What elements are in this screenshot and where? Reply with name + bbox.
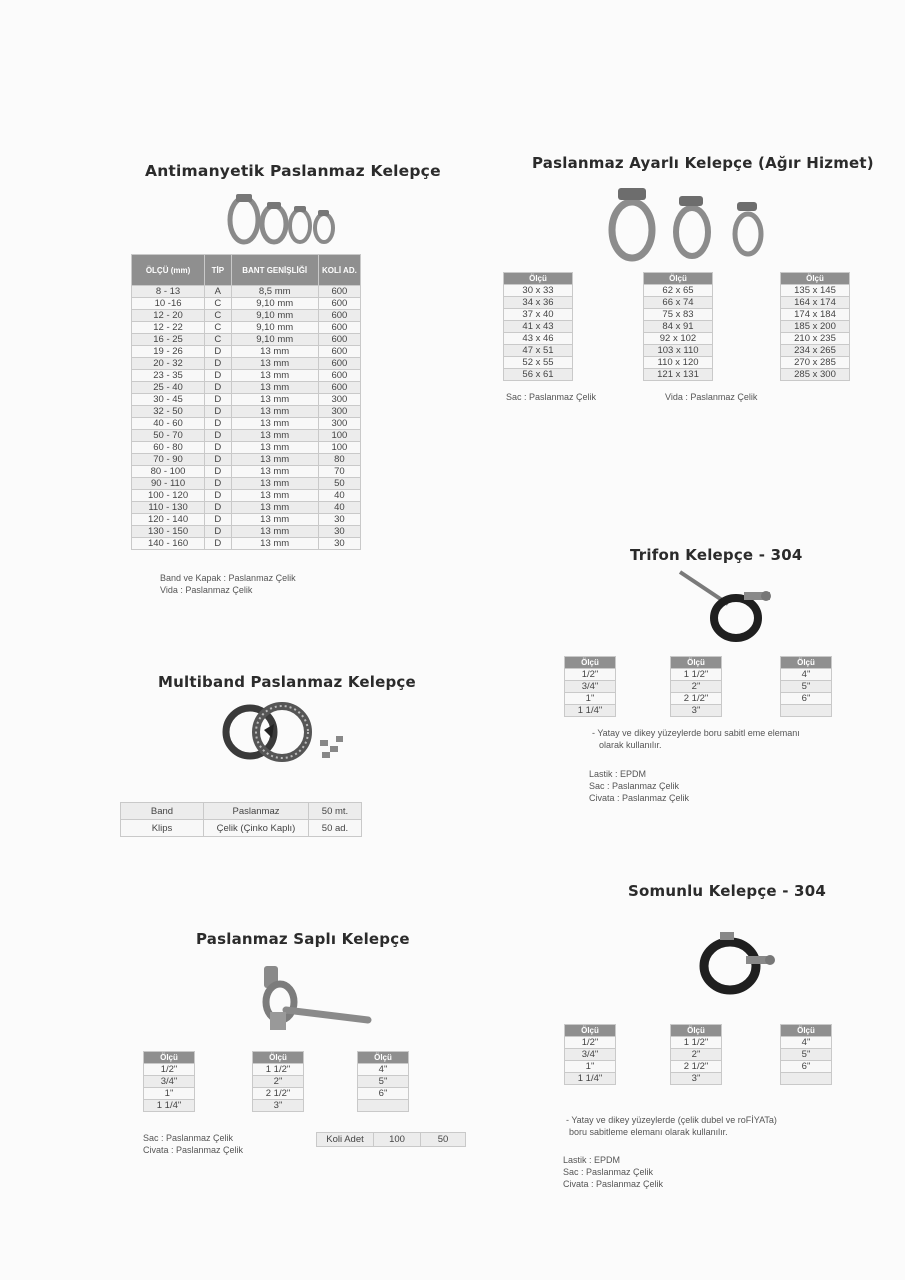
multiband-table: [120, 802, 362, 837]
table-cell: D: [205, 406, 231, 418]
somunlu-note-3: Civata : Paslanmaz Çelik: [563, 1179, 664, 1189]
header-bant: BANT GENİŞLİĞİ: [231, 255, 318, 286]
antimanyetik-note-2: Vida : Paslanmaz Çelik: [160, 585, 253, 595]
size-cell: 1 1/2": [671, 669, 722, 681]
table-cell: 130 - 150: [132, 526, 205, 538]
table-row: [565, 681, 616, 693]
size-cell: 2 1/2": [253, 1088, 304, 1100]
table-row: [644, 297, 713, 309]
table-row: [781, 681, 832, 693]
size-cell: 37 x 40: [504, 309, 573, 321]
trifon-table-1: [564, 656, 616, 717]
table-cell: 600: [318, 370, 360, 382]
table-cell: 16 - 25: [132, 334, 205, 346]
table-cell: 600: [318, 334, 360, 346]
table-cell: 10 -16: [132, 298, 205, 310]
table-row: [504, 321, 573, 333]
size-cell: 3": [671, 1073, 722, 1085]
table-row: [565, 669, 616, 681]
table-row: [504, 333, 573, 345]
size-cell: 4": [781, 1037, 832, 1049]
ayarli-table-3: [780, 272, 850, 381]
table-cell: 300: [318, 418, 360, 430]
table-row: [253, 1100, 304, 1112]
table-row: [132, 322, 361, 334]
size-cell: 2 1/2": [671, 1061, 722, 1073]
column-header-olcu: Ölçü: [671, 1025, 722, 1037]
somunlu-clamp-image: [684, 928, 784, 998]
table-cell: D: [205, 478, 231, 490]
table-cell: 25 - 40: [132, 382, 205, 394]
table-row: [504, 309, 573, 321]
sapli-table-2: [252, 1051, 304, 1112]
size-cell: 3": [671, 705, 722, 717]
table-row: [132, 466, 361, 478]
multiband-r1-c3: 50 mt.: [309, 803, 362, 820]
trifon-table-2: [670, 656, 722, 717]
table-row: [565, 705, 616, 717]
size-cell: 1 1/4": [565, 1073, 616, 1085]
size-cell: 56 x 61: [504, 369, 573, 381]
size-cell: 285 x 300: [781, 369, 850, 381]
table-cell: 600: [318, 310, 360, 322]
table-row: [781, 345, 850, 357]
size-cell: 1/2": [565, 669, 616, 681]
table-row: [671, 705, 722, 717]
size-cell: 234 x 265: [781, 345, 850, 357]
table-row: [132, 418, 361, 430]
size-cell: 6": [358, 1088, 409, 1100]
table-cell: D: [205, 394, 231, 406]
table-cell: 12 - 22: [132, 322, 205, 334]
table-row: [781, 297, 850, 309]
table-cell: D: [205, 454, 231, 466]
table-cell: C: [205, 322, 231, 334]
antimanyetik-table: [131, 254, 361, 550]
table-row: [565, 693, 616, 705]
table-cell: 600: [318, 358, 360, 370]
table-row: [565, 1049, 616, 1061]
multiband-r2-c2: Çelik (Çinko Kaplı): [204, 820, 309, 837]
table-row: [253, 1076, 304, 1088]
size-cell: 1 1/2": [671, 1037, 722, 1049]
column-header-olcu: Ölçü: [644, 273, 713, 285]
table-row: [132, 334, 361, 346]
table-cell: 8 - 13: [132, 286, 205, 298]
table-cell: 90 - 110: [132, 478, 205, 490]
size-cell: 3/4": [144, 1076, 195, 1088]
ayarli-table-1: [503, 272, 573, 381]
koli-label: Koli Adet: [317, 1133, 374, 1147]
header-koli: KOLİ AD.: [318, 255, 360, 286]
table-cell: 600: [318, 322, 360, 334]
table-row: [565, 1061, 616, 1073]
table-cell: 100: [318, 442, 360, 454]
somunlu-table-1: [564, 1024, 616, 1085]
table-cell: D: [205, 526, 231, 538]
trifon-note-2: Sac : Paslanmaz Çelik: [589, 781, 680, 791]
somunlu-title: Somunlu Kelepçe - 304: [628, 882, 826, 900]
table-cell: 13 mm: [231, 490, 318, 502]
trifon-desc-1: - Yatay ve dikey yüzeylerde boru sabitl eme elemanı: [592, 728, 800, 738]
table-row: [358, 1064, 409, 1076]
size-cell: 2": [253, 1076, 304, 1088]
table-cell: 32 - 50: [132, 406, 205, 418]
size-cell: 34 x 36: [504, 297, 573, 309]
antimanyetik-title: Antimanyetik Paslanmaz Kelepçe: [145, 162, 441, 180]
table-row: [132, 442, 361, 454]
table-row: [781, 1049, 832, 1061]
multiband-r2-c1: Klips: [121, 820, 204, 837]
sapli-note-1: Sac : Paslanmaz Çelik: [143, 1133, 234, 1143]
size-cell: 3/4": [565, 1049, 616, 1061]
table-row: [132, 382, 361, 394]
table-cell: 110 - 130: [132, 502, 205, 514]
table-row: [671, 1061, 722, 1073]
multiband-title: Multiband Paslanmaz Kelepçe: [158, 673, 416, 691]
table-cell: 30: [318, 538, 360, 550]
table-cell: 600: [318, 382, 360, 394]
size-cell: 52 x 55: [504, 357, 573, 369]
table-row: [358, 1088, 409, 1100]
somunlu-desc-1: - Yatay ve dikey yüzeylerde (çelik dubel ve roFİYATa): [566, 1115, 777, 1125]
table-row: [132, 526, 361, 538]
trifon-note-3: Civata : Paslanmaz Çelik: [589, 793, 690, 803]
table-cell: 80: [318, 454, 360, 466]
table-row: [671, 669, 722, 681]
table-row: [644, 285, 713, 297]
table-cell: 70: [318, 466, 360, 478]
antimanyetik-note-1: Band ve Kapak : Paslanmaz Çelik: [160, 573, 296, 583]
table-cell: 13 mm: [231, 442, 318, 454]
table-row: [644, 357, 713, 369]
table-row: [253, 1088, 304, 1100]
table-cell: 50 - 70: [132, 430, 205, 442]
table-row: [781, 1061, 832, 1073]
size-cell: 110 x 120: [644, 357, 713, 369]
table-cell: D: [205, 346, 231, 358]
table-row: [132, 454, 361, 466]
table-row: [504, 369, 573, 381]
table-cell: D: [205, 538, 231, 550]
sapli-koli-table: [316, 1132, 466, 1147]
table-row: [132, 394, 361, 406]
size-cell: [358, 1100, 409, 1112]
size-cell: 2": [671, 681, 722, 693]
multiband-r1-c2: Paslanmaz: [204, 803, 309, 820]
table-cell: 13 mm: [231, 514, 318, 526]
table-row: [781, 705, 832, 717]
table-row: [504, 357, 573, 369]
table-row: [132, 430, 361, 442]
table-cell: 140 - 160: [132, 538, 205, 550]
table-row: [644, 369, 713, 381]
size-cell: 66 x 74: [644, 297, 713, 309]
table-cell: 13 mm: [231, 370, 318, 382]
size-cell: 47 x 51: [504, 345, 573, 357]
trifon-title: Trifon Kelepçe - 304: [630, 546, 803, 564]
table-cell: 30 - 45: [132, 394, 205, 406]
table-cell: 13 mm: [231, 394, 318, 406]
table-cell: 60 - 80: [132, 442, 205, 454]
multiband-image: [222, 700, 352, 770]
column-header-olcu: Ölçü: [504, 273, 573, 285]
column-header-olcu: Ölçü: [781, 1025, 832, 1037]
size-cell: 1 1/4": [565, 705, 616, 717]
header-olcu: ÖLÇÜ (mm): [132, 255, 205, 286]
size-cell: 6": [781, 693, 832, 705]
table-cell: C: [205, 310, 231, 322]
table-cell: 30: [318, 514, 360, 526]
table-row: [132, 502, 361, 514]
table-cell: 30: [318, 526, 360, 538]
table-row: [144, 1076, 195, 1088]
table-row: [504, 345, 573, 357]
size-cell: 5": [358, 1076, 409, 1088]
table-cell: D: [205, 442, 231, 454]
header-tip: TİP: [205, 255, 231, 286]
table-cell: 13 mm: [231, 382, 318, 394]
table-cell: 9,10 mm: [231, 322, 318, 334]
table-row: [644, 309, 713, 321]
table-row: [144, 1064, 195, 1076]
table-row: [358, 1076, 409, 1088]
size-cell: 3/4": [565, 681, 616, 693]
table-row: [644, 345, 713, 357]
size-cell: 1/2": [565, 1037, 616, 1049]
trifon-note-1: Lastik : EPDM: [589, 769, 647, 779]
koli-value-1: 100: [374, 1133, 421, 1147]
table-cell: 13 mm: [231, 454, 318, 466]
table-row: [781, 309, 850, 321]
table-cell: 300: [318, 394, 360, 406]
ayarli-note-1: Sac : Paslanmaz Çelik: [506, 392, 597, 402]
table-row: [504, 285, 573, 297]
table-cell: 9,10 mm: [231, 310, 318, 322]
size-cell: 30 x 33: [504, 285, 573, 297]
size-cell: 75 x 83: [644, 309, 713, 321]
table-cell: 600: [318, 346, 360, 358]
table-cell: 50: [318, 478, 360, 490]
size-cell: 43 x 46: [504, 333, 573, 345]
table-cell: C: [205, 298, 231, 310]
column-header-olcu: Ölçü: [565, 657, 616, 669]
size-cell: 6": [781, 1061, 832, 1073]
table-cell: D: [205, 370, 231, 382]
table-row: [504, 297, 573, 309]
table-cell: 300: [318, 406, 360, 418]
column-header-olcu: Ölçü: [565, 1025, 616, 1037]
trifon-clamp-image: [670, 566, 780, 648]
somunlu-desc-2: boru sabitleme elemanı olarak kullanılır.: [569, 1127, 728, 1137]
table-row: [781, 1037, 832, 1049]
size-cell: [781, 1073, 832, 1085]
sapli-clamp-image: [246, 962, 376, 1040]
somunlu-table-2: [670, 1024, 722, 1085]
size-cell: [781, 705, 832, 717]
table-row: [132, 370, 361, 382]
table-cell: 70 - 90: [132, 454, 205, 466]
ayarli-note-2: Vida : Paslanmaz Çelik: [665, 392, 758, 402]
table-cell: 100 - 120: [132, 490, 205, 502]
size-cell: 4": [358, 1064, 409, 1076]
table-cell: 9,10 mm: [231, 334, 318, 346]
somunlu-table-3: [780, 1024, 832, 1085]
table-row: [644, 321, 713, 333]
table-row: [132, 538, 361, 550]
table-row: [671, 1049, 722, 1061]
table-row: [144, 1088, 195, 1100]
column-header-olcu: Ölçü: [781, 273, 850, 285]
table-row: [132, 406, 361, 418]
table-row: [253, 1064, 304, 1076]
table-cell: 13 mm: [231, 406, 318, 418]
table-cell: 8,5 mm: [231, 286, 318, 298]
table-cell: 40: [318, 490, 360, 502]
size-cell: 92 x 102: [644, 333, 713, 345]
table-row: [781, 369, 850, 381]
table-cell: 40 - 60: [132, 418, 205, 430]
column-header-olcu: Ölçü: [781, 657, 832, 669]
table-cell: 600: [318, 286, 360, 298]
column-header-olcu: Ölçü: [144, 1052, 195, 1064]
size-cell: 2": [671, 1049, 722, 1061]
table-cell: 13 mm: [231, 466, 318, 478]
table-cell: 13 mm: [231, 526, 318, 538]
table-row: [781, 669, 832, 681]
table-cell: A: [205, 286, 231, 298]
table-cell: 13 mm: [231, 346, 318, 358]
size-cell: 84 x 91: [644, 321, 713, 333]
size-cell: 210 x 235: [781, 333, 850, 345]
table-cell: D: [205, 382, 231, 394]
column-header-olcu: Ölçü: [671, 657, 722, 669]
table-row: [132, 490, 361, 502]
sapli-table-3: [357, 1051, 409, 1112]
table-row: [781, 321, 850, 333]
table-row: [671, 1037, 722, 1049]
table-row: [781, 333, 850, 345]
table-cell: 80 - 100: [132, 466, 205, 478]
table-row: [132, 310, 361, 322]
table-row: [132, 286, 361, 298]
size-cell: 174 x 184: [781, 309, 850, 321]
table-cell: D: [205, 466, 231, 478]
size-cell: 2 1/2": [671, 693, 722, 705]
table-row: [144, 1100, 195, 1112]
multiband-r1-c1: Band: [121, 803, 204, 820]
table-cell: D: [205, 358, 231, 370]
size-cell: 1 1/2": [253, 1064, 304, 1076]
size-cell: 121 x 131: [644, 369, 713, 381]
table-row: [671, 693, 722, 705]
table-cell: 40: [318, 502, 360, 514]
somunlu-note-2: Sac : Paslanmaz Çelik: [563, 1167, 654, 1177]
table-cell: 9,10 mm: [231, 298, 318, 310]
size-cell: 3": [253, 1100, 304, 1112]
ayarli-title: Paslanmaz Ayarlı Kelepçe (Ağır Hizmet): [532, 154, 874, 172]
multiband-r2-c3: 50 ad.: [309, 820, 362, 837]
somunlu-note-1: Lastik : EPDM: [563, 1155, 621, 1165]
sapli-title: Paslanmaz Saplı Kelepçe: [196, 930, 410, 948]
table-row: [781, 357, 850, 369]
size-cell: 135 x 145: [781, 285, 850, 297]
size-cell: 164 x 174: [781, 297, 850, 309]
size-cell: 1": [144, 1088, 195, 1100]
table-cell: D: [205, 514, 231, 526]
table-row: [132, 478, 361, 490]
table-row: [781, 693, 832, 705]
table-row: [644, 333, 713, 345]
size-cell: 62 x 65: [644, 285, 713, 297]
size-cell: 270 x 285: [781, 357, 850, 369]
table-cell: 13 mm: [231, 358, 318, 370]
table-cell: 13 mm: [231, 430, 318, 442]
table-cell: 12 - 20: [132, 310, 205, 322]
table-cell: 120 - 140: [132, 514, 205, 526]
table-row: [565, 1037, 616, 1049]
size-cell: 103 x 110: [644, 345, 713, 357]
table-cell: D: [205, 502, 231, 514]
size-cell: 1": [565, 1061, 616, 1073]
table-cell: 13 mm: [231, 502, 318, 514]
table-cell: 600: [318, 298, 360, 310]
table-cell: D: [205, 418, 231, 430]
table-row: [132, 514, 361, 526]
trifon-table-3: [780, 656, 832, 717]
table-cell: 19 - 26: [132, 346, 205, 358]
sapli-note-2: Civata : Paslanmaz Çelik: [143, 1145, 244, 1155]
table-cell: D: [205, 490, 231, 502]
table-row: [132, 358, 361, 370]
size-cell: 4": [781, 669, 832, 681]
size-cell: 1/2": [144, 1064, 195, 1076]
table-cell: 100: [318, 430, 360, 442]
column-header-olcu: Ölçü: [253, 1052, 304, 1064]
koli-value-2: 50: [421, 1133, 466, 1147]
heavy-duty-clamps-image: [600, 174, 780, 264]
column-header-olcu: Ölçü: [358, 1052, 409, 1064]
size-cell: 5": [781, 681, 832, 693]
table-row: [565, 1073, 616, 1085]
size-cell: 41 x 43: [504, 321, 573, 333]
sapli-table-1: [143, 1051, 195, 1112]
table-cell: 13 mm: [231, 538, 318, 550]
table-row: [671, 1073, 722, 1085]
table-cell: 23 - 35: [132, 370, 205, 382]
table-cell: C: [205, 334, 231, 346]
table-row: [781, 1073, 832, 1085]
table-row: [132, 298, 361, 310]
table-cell: D: [205, 430, 231, 442]
trifon-desc-2: olarak kullanılır.: [599, 740, 662, 750]
table-row: [781, 285, 850, 297]
table-row: [671, 681, 722, 693]
table-cell: 13 mm: [231, 418, 318, 430]
size-cell: 1 1/4": [144, 1100, 195, 1112]
table-cell: 13 mm: [231, 478, 318, 490]
table-cell: 20 - 32: [132, 358, 205, 370]
size-cell: 5": [781, 1049, 832, 1061]
hose-clamps-image: [222, 188, 352, 248]
table-row: [132, 346, 361, 358]
size-cell: 185 x 200: [781, 321, 850, 333]
size-cell: 1": [565, 693, 616, 705]
ayarli-table-2: [643, 272, 713, 381]
table-row: [358, 1100, 409, 1112]
